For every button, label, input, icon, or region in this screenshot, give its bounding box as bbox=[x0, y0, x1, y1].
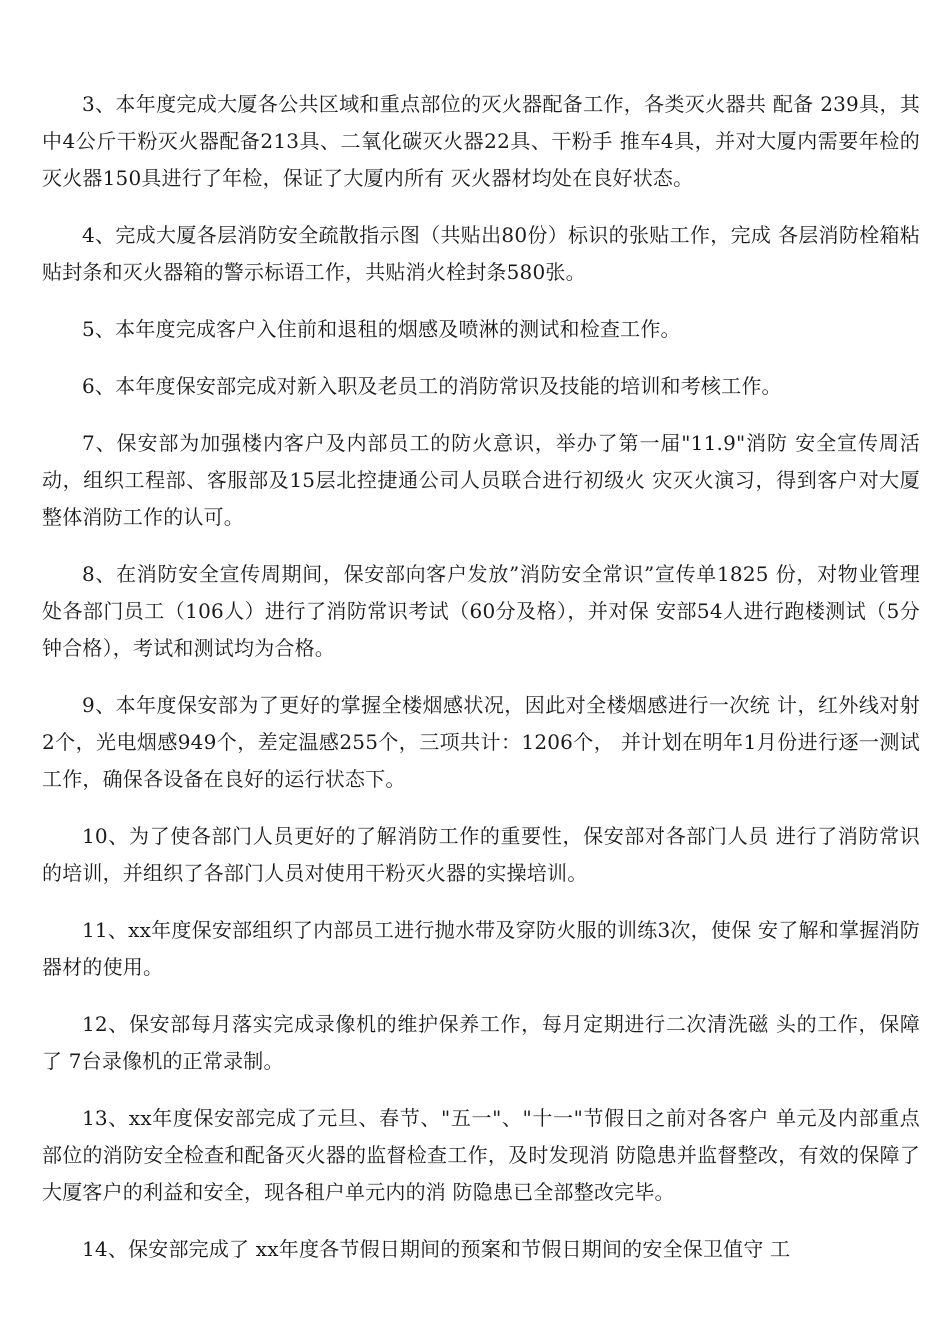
paragraph-item-6: 6、本年度保安部完成对新入职及老员工的消防常识及技能的培训和考核工作。 bbox=[82, 374, 782, 398]
paragraph-item-4: 4、完成大厦各层消防安全疏散指示图（共贴出80份）标识的张贴工作，完成 各层消防栓箱粘贴封条和灭火器箱的警示标语工作，共贴消火栓封条580张。 bbox=[42, 223, 920, 284]
paragraph-item-11: 11、xx年度保安部组织了内部员工进行抛水带及穿防火服的训练3次，使保 安了解和掌握消防器材的使用。 bbox=[42, 918, 920, 979]
paragraph-item-10: 10、为了使各部门人员更好的了解消防工作的重要性，保安部对各部门人员 进行了消防常识的培训，并组织了各部门人员对使用干粉灭火器的实操培训。 bbox=[42, 824, 920, 885]
paragraph-item-7: 7、保安部为加强楼内客户及内部员工的防火意识，举办了第一届"11.9"消防 安全宣传周活动，组织工程部、客服部及15层北控捷通公司人员联合进行初级火 灾灭火演习，得到客户对大厦整体消防工作的认可。 bbox=[42, 431, 920, 529]
paragraph-item-13: 13、xx年度保安部完成了元旦、春节、"五一"、"十一"节假日之前对各客户 单元及内部重点部位的消防安全检查和配备灭火器的监督检查工作，及时发现消 防隐患并监督整改，有效的保障了大厦客户的利益和安全，现各租户单元内的消 防隐患已全部整改完毕。 bbox=[42, 1106, 920, 1204]
paragraph-item-3: 3、本年度完成大厦各公共区域和重点部位的灭火器配备工作，各类灭火器共 配备 239具，其中4公斤干粉灭火器配备213具、二氧化碳灭火器22具、干粉手 推车4具，并对大厦内需要年检的灭火器150具进行了年检，保证了大厦内所有 灭火器材均处在良好状态。 bbox=[42, 92, 920, 190]
paragraph-item-9: 9、本年度保安部为了更好的掌握全楼烟感状况，因此对全楼烟感进行一次统 计，红外线对射2个，光电烟感949个，差定温感255个，三项共计：1206个， 并计划在明年1月份进行逐一测试工作，确保各设备在良好的运行状态下。 bbox=[42, 693, 920, 791]
paragraph-item-8: 8、在消防安全宣传周期间，保安部向客户发放”消防安全常识”宣传单1825 份，对物业管理处各部门员工（106人）进行了消防常识考试（60分及格），并对保 安部54人进行跑楼测试（5分钟合格），考试和测试均为合格。 bbox=[42, 562, 920, 660]
paragraph-item-5: 5、本年度完成客户入住前和退租的烟感及喷淋的测试和检查工作。 bbox=[82, 317, 681, 341]
paragraph-item-14: 14、保安部完成了 xx年度各节假日期间的预案和节假日期间的安全保卫值守 工 bbox=[82, 1237, 791, 1261]
paragraph-item-12: 12、保安部每月落实完成录像机的维护保养工作，每月定期进行二次清洗磁 头的工作，保障了 7台录像机的正常录制。 bbox=[42, 1012, 920, 1073]
document-body bbox=[42, 86, 920, 1288]
